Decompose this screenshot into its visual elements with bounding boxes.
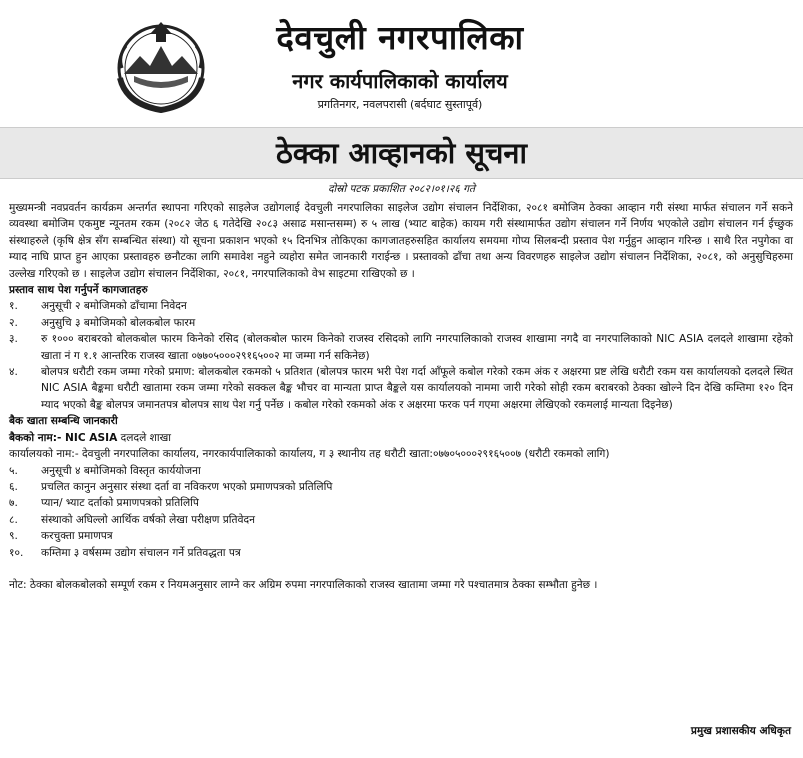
notice-title: ठेक्का आव्हानको सूचना: [0, 127, 803, 179]
list-item-number: ९.: [9, 530, 18, 543]
list-item-text: संस्थाको अघिल्लो आर्थिक वर्षको लेखा परीक्षण प्रतिवेदन: [41, 513, 255, 526]
list-item: [9, 495, 793, 511]
list-item-text: अनुसुचि ३ बमोजिमको बोलकबोल फारम: [41, 316, 196, 329]
list-item: [9, 463, 793, 479]
list-item-text: करचुक्ता प्रमाणपत्र: [41, 530, 113, 543]
spacer: [9, 561, 793, 577]
list-item: [9, 479, 793, 495]
list-item-number: ८.: [9, 513, 18, 526]
list-item-text: कम्तिमा ३ वर्षसम्म उद्योग संचालन गर्ने प्रतिवद्धता पत्र: [41, 546, 241, 559]
list-item-number: ५.: [9, 464, 18, 477]
list-item: [9, 545, 793, 561]
nepal-emblem-icon: [110, 16, 212, 114]
bank-name-line: [9, 430, 793, 446]
list-item: [9, 364, 793, 413]
bank-name-label: बैकको नाम:- NIC ASIA: [9, 431, 118, 444]
header: [0, 0, 803, 122]
intro-paragraph: मुख्यमन्त्री नवप्रवर्तन कार्यक्रम अन्तर्गत स्थापना गरिएको साइलेज उद्योगलाई देवचुली नगरपालिका साइलेज उद्योग संचालन निर्देशिका, २०८१ बमोजिम ठेक्का आव्हान गरी संस्था मार्फत संचालन गर्ने सकने व्यवस्था बमोजिम एकमुष्ट न्यूनतम रकम (२०८२ जेठ ६ गतेदेखि २०८३ असाढ मसान्तसम्म) रु ५ लाख (भ्याट बाहेक) कायम गरी संस्थामार्फत उद्योग संचालन गर्ने निर्णय भएकोले उद्योग संचालन गर्न ईच्छुक संस्थाहरुले (कृषि क्षेत्र सँग सम्बन्धित संस्था) यो सूचना प्रकाशन भएको १५ दिनभित्र तोकिएका कागजातहरुसहित कार्यालय समयमा गोप्य सिलबन्दी प्रस्ताव पेश गर्नुहुन आव्हान गरिन्छ । साथै रित नपुगेका वा म्याद नाघि प्राप्त हुन आएका प्रस्तावहरु छनौटका लागि समावेश नहुने व्यहोरा समेत जानकारी गराईन्छ । प्रस्तावको ढाँचा तथा अन्य विवरणहरु साइलेज उद्योग संचालन निर्देशिका, २०८१, को अनुसुचिहरुमा उल्लेख गरिएको छ । साइलेज उद्योग संचालन निर्देशिका, २०८१, नगरपालिकाको वेभ साइटमा राखिएको छ ।: [9, 202, 793, 280]
signature-title: प्रमुख प्रशासकीय अधिकृत: [690, 725, 791, 737]
list-item-number: ६.: [9, 480, 18, 493]
list-item-text: बोलपत्र धरौटी रकम जम्मा गरेको प्रमाण: बोलकबोल रकमको ५ प्रतिशत (बोलपत्र फारम भरी पेश गर्दा आँफूले कबोल गरेको रकम अंक र अक्षरमा प्रष्ट लेखि धरौटी रकम यस कार्यालयको दलदले स्थित NIC ASIA बैङ्कमा धरौटी खातामा रकम जम्मा गरेको सक्कल बैङ्क भौचर वा मान्यता प्राप्त बैङ्कले यस कार्यालयको नाममा जारी गरेको सोही रकम बराबरको ठेक्का खोल्ने दिन देखि कम्तिमा १२० दिन म्याद भएको बैङ्क बोलपत्र जमानतपत्र बोलपत्र साथ पेश गर्नु पर्नेछ । कबोल गरेको रकमको अंक र अक्षरमा फरक पर्न गएमा अक्षरमा लेखिएको रकमलाई मान्यता दिइनेछ): [41, 366, 793, 411]
documents-list: [9, 298, 793, 413]
office-account-line: कार्यालयको नाम:- देवचुली नगरपालिका कार्यालय, नगरकार्यपालिकाको कार्यालय, ग ३ स्थानीय तह धरौटी खाता:०७७०५०००२९१६५००७ (धरौटी रकमको लागि): [9, 448, 610, 461]
list-item-number: ३.: [9, 333, 18, 346]
list-item: [9, 298, 793, 314]
list-item: [9, 512, 793, 528]
list-item-text: रु १००० बराबरको बोलकबोल फारम किनेको रसिद (बोलकबोल फारम किनेको राजस्व रसिदको लागि नगरपालिकाको राजस्व शाखामा नगदै वा नगरपालिकाको NIC ASIA दलदले शाखामा रहेको खाता नं ग १.१ आन्तरिक राजस्व खाता ०७७०५०००२९१६५००२ मा जम्मा गर्न सकिनेछ): [41, 333, 793, 362]
notice-body: [9, 200, 793, 593]
list-item-number: २.: [9, 316, 18, 329]
list-item: [9, 528, 793, 544]
list-item-number: ४.: [9, 366, 18, 379]
list-item: [9, 331, 793, 364]
publication-date: दोस्रो पटक प्रकाशित २०८२।०१।२६ गते: [327, 183, 476, 195]
documents-heading: प्रस्ताव साथ पेश गर्नुपर्ने कागजातहरु: [9, 284, 148, 297]
more-documents-list: [9, 463, 793, 561]
bank-heading: बैक खाता सम्बन्धि जानकारी: [9, 415, 118, 428]
list-item-text: अनुसूची २ बमोजिमको ढाँचामा निवेदन: [41, 300, 187, 313]
list-item-text: प्रचलित कानुन अनुसार संस्था दर्ता वा नविकरण भएको प्रमाणपत्रको प्रतिलिपि: [41, 480, 333, 493]
list-item-number: १०.: [9, 546, 24, 559]
list-item-number: १.: [9, 300, 18, 313]
municipality-title: देवचुली नगरपालिका: [276, 18, 524, 57]
list-item-number: ७.: [9, 497, 18, 510]
list-item: [9, 315, 793, 331]
list-item-text: प्यान/ भ्याट दर्ताको प्रमाणपत्रको प्रतिलिपि: [41, 497, 199, 510]
bank-branch: दलदले शाखा: [117, 431, 171, 444]
note-paragraph: नोट: ठेक्का बोलकबोलको सम्पूर्ण रकम र नियमअनुसार लाग्ने कर अग्रिम रुपमा नगरपालिकाको राजस्व खातामा जम्मा गरे पश्चातमात्र ठेक्का सम्भौता हुनेछ ।: [9, 578, 598, 591]
list-item-text: अनुसूची ४ बमोजिमको विस्तृत कार्ययोजना: [41, 464, 201, 477]
office-subtitle: नगर कार्यपालिकाको कार्यालय: [292, 69, 508, 93]
office-address: प्रगतिनगर, नवलपरासी (बर्दघाट सुस्तापूर्व): [317, 98, 483, 111]
